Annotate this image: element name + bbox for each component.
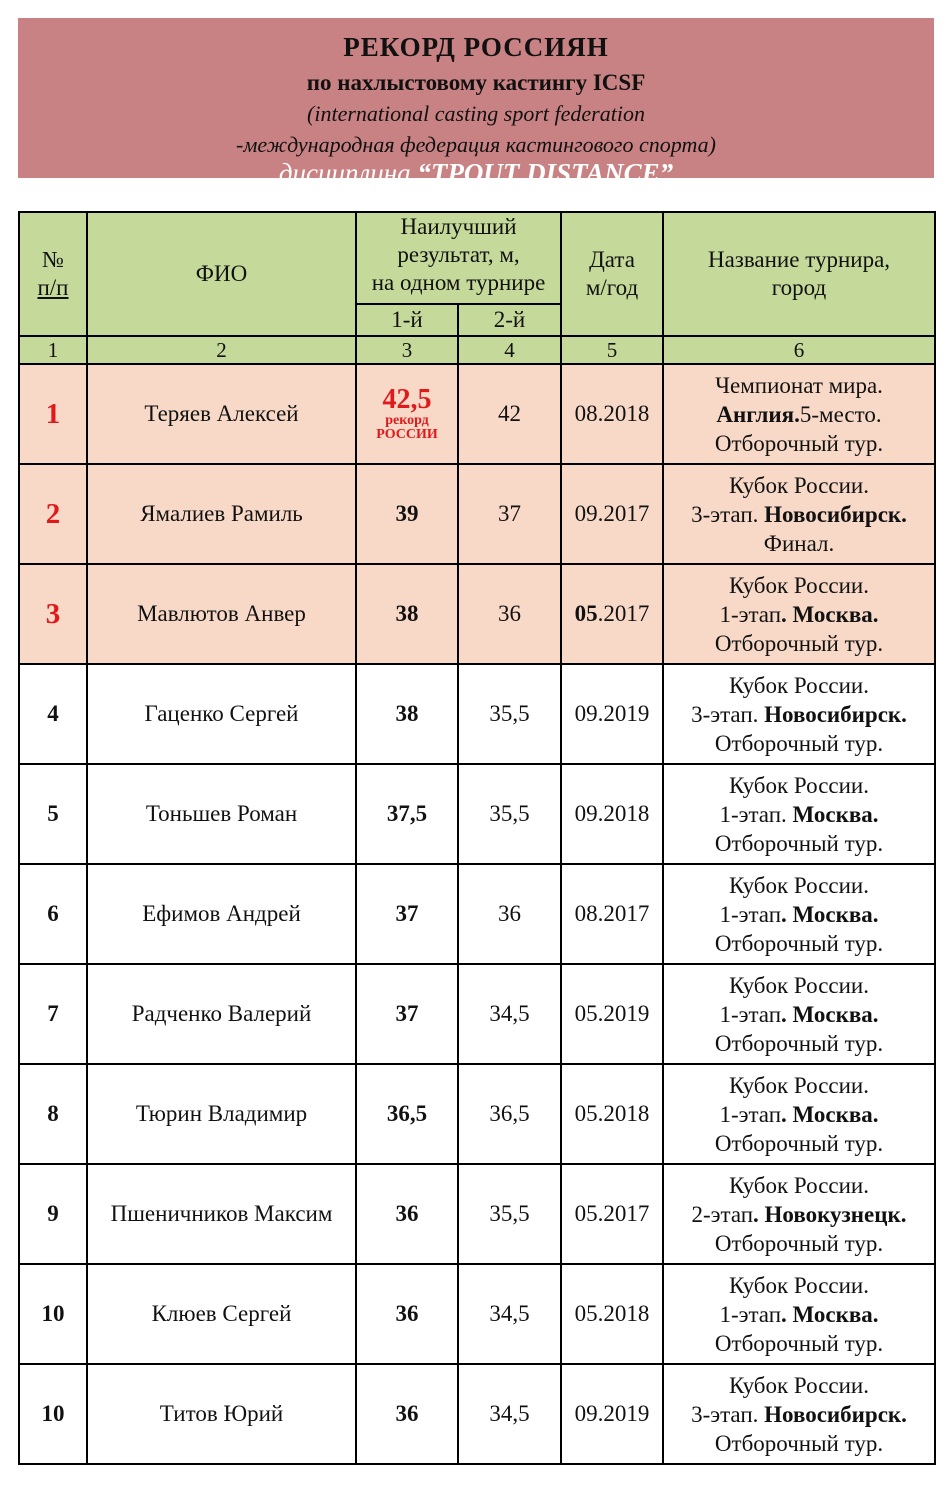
rank: 9: [19, 1164, 87, 1264]
second-result: 42: [458, 364, 561, 464]
table-row: [19, 664, 935, 764]
tournament-line1: Кубок России.: [728, 972, 869, 998]
tournament-city: Новосибирск.: [764, 1401, 907, 1427]
athlete-name: Ефимов Андрей: [87, 864, 356, 964]
second-result: 35,5: [458, 1164, 561, 1264]
tournament-city: . Москва.: [781, 1001, 879, 1027]
best-result: 36: [356, 1364, 458, 1464]
tournament-line1: Кубок России.: [728, 472, 869, 498]
table-header-row: [19, 212, 935, 304]
tournament-line3: Отборочный тур.: [714, 1030, 884, 1056]
tournament-line3: Отборочный тур.: [714, 930, 884, 956]
best-result: 39: [356, 464, 458, 564]
best-result: 36,5: [356, 1064, 458, 1164]
col-header-second: 2-й: [458, 304, 561, 336]
second-result: 34,5: [458, 1364, 561, 1464]
col-header-best-line3: на одном турнире: [371, 270, 546, 295]
tournament-line3: Отборочный тур.: [714, 730, 884, 756]
rank: 5: [19, 764, 87, 864]
athlete-name: Клюев Сергей: [87, 1264, 356, 1364]
record-note-line1: рекорд: [385, 413, 429, 428]
record-note-line2: РОССИИ: [376, 427, 438, 442]
tournament-place-rest: 5-место.: [799, 401, 882, 427]
col-number: 5: [561, 336, 663, 364]
date: 05.2018: [561, 1264, 663, 1364]
tournament-stage: 1-этап.: [719, 801, 793, 827]
date: 09.2017: [561, 464, 663, 564]
tournament-stage: 1-этап: [719, 901, 782, 927]
col-header-tournament: [663, 212, 935, 336]
rank: 10: [19, 1364, 87, 1464]
tournament-line1: Чемпионат мира.: [715, 372, 883, 398]
table-row: [19, 464, 935, 564]
date: 09.2019: [561, 1364, 663, 1464]
tournament-line2: [664, 1300, 934, 1329]
col-header-date: [561, 212, 663, 336]
col-header-tournament-line1: Название турнира,: [707, 247, 891, 272]
second-result: 36: [458, 564, 561, 664]
tournament-line1: Кубок России.: [728, 772, 869, 798]
date: [561, 564, 663, 664]
tournament-line3: Отборочный тур.: [714, 1430, 884, 1456]
date: 08.2018: [561, 364, 663, 464]
table-row: [19, 1064, 935, 1164]
date: 05.2018: [561, 1064, 663, 1164]
tournament-line3: Отборочный тур.: [714, 1230, 884, 1256]
tournament-line1: Кубок России.: [728, 1072, 869, 1098]
column-numbers-row: [19, 336, 935, 364]
best-result: 37: [356, 864, 458, 964]
table-row: [19, 864, 935, 964]
tournament-line3: Отборочный тур.: [714, 1130, 884, 1156]
page-title: РЕКОРД РОССИЯН: [343, 32, 609, 62]
tournament-place: Англия.: [716, 401, 800, 427]
col-header-num-line2: п/п: [37, 275, 69, 300]
discipline-name: “TPOUT DISTANCE”: [417, 158, 674, 188]
tournament-line1: Кубок России.: [728, 672, 869, 698]
athlete-name: Мавлютов Анвер: [87, 564, 356, 664]
best-result-value: 42,5: [382, 384, 432, 415]
rank: 7: [19, 964, 87, 1064]
date: 09.2019: [561, 664, 663, 764]
tournament-line2: [664, 1400, 934, 1429]
tournament-stage: 2-этап: [691, 1201, 754, 1227]
tournament: [663, 864, 935, 964]
athlete-name: Тюрин Владимир: [87, 1064, 356, 1164]
athlete-name: Титов Юрий: [87, 1364, 356, 1464]
second-result: 34,5: [458, 964, 561, 1064]
tournament: [663, 564, 935, 664]
best-result: 38: [356, 564, 458, 664]
tournament: [663, 1364, 935, 1464]
rank: 1: [19, 364, 87, 464]
tournament: [663, 364, 935, 464]
athlete-name: Пшеничников Максим: [87, 1164, 356, 1264]
tournament-stage: 1-этап: [719, 601, 782, 627]
org-name-en: (international casting sport federation: [307, 101, 645, 126]
col-header-first: 1-й: [356, 304, 458, 336]
athlete-name: Ямалиев Рамиль: [87, 464, 356, 564]
title-banner: [18, 18, 934, 188]
second-result: 35,5: [458, 664, 561, 764]
date: 09.2018: [561, 764, 663, 864]
tournament-city: Новосибирск.: [764, 701, 907, 727]
best-result: 37,5: [356, 764, 458, 864]
table-row: [19, 1164, 935, 1264]
athlete-name: Теряев Алексей: [87, 364, 356, 464]
page-subtitle: по нахлыстовому кастингу ICSF: [306, 70, 646, 95]
discipline: [18, 158, 934, 188]
tournament-line3: Отборочный тур.: [714, 430, 884, 456]
date-month: 05: [574, 601, 598, 626]
rank: 2: [19, 464, 87, 564]
rank: 3: [19, 564, 87, 664]
tournament: [663, 464, 935, 564]
tournament: [663, 964, 935, 1064]
tournament-city: . Москва.: [781, 601, 879, 627]
tournament-stage: 1-этап: [719, 1301, 782, 1327]
col-header-best: [356, 212, 561, 304]
tournament-line2: [664, 1000, 934, 1029]
col-header-tournament-line2: город: [771, 275, 827, 300]
best-result: 36: [356, 1164, 458, 1264]
second-result: 37: [458, 464, 561, 564]
tournament-line2: [664, 500, 934, 529]
tournament-line1: Кубок России.: [728, 1272, 869, 1298]
tournament: [663, 664, 935, 764]
org-name-ru: -международная федерация кастингового спорта): [236, 132, 716, 157]
tournament-line2: [664, 800, 934, 829]
date: 05.2017: [561, 1164, 663, 1264]
second-result: 36,5: [458, 1064, 561, 1164]
date-year: .2017: [597, 601, 650, 626]
col-number: 4: [458, 336, 561, 364]
table-row: [19, 964, 935, 1064]
tournament-stage: 1-этап: [719, 1101, 782, 1127]
tournament-line1: Кубок России.: [728, 1372, 869, 1398]
tournament-line1: Кубок России.: [728, 1172, 869, 1198]
tournament-stage: 3-этап.: [691, 701, 765, 727]
second-result: 34,5: [458, 1264, 561, 1364]
tournament-line3: Отборочный тур.: [714, 1330, 884, 1356]
tournament-city: Новосибирск.: [764, 501, 907, 527]
col-number: 2: [87, 336, 356, 364]
col-header-num: [19, 212, 87, 336]
col-header-best-line1: Наилучший: [400, 214, 517, 239]
tournament: [663, 764, 935, 864]
athlete-name: Тоньшев Роман: [87, 764, 356, 864]
tournament-line3: Финал.: [763, 530, 835, 556]
best-result: 36: [356, 1264, 458, 1364]
col-number: 3: [356, 336, 458, 364]
second-result: 35,5: [458, 764, 561, 864]
table-row: [19, 1364, 935, 1464]
best-result: 37: [356, 964, 458, 1064]
tournament-stage: 3-этап.: [691, 501, 765, 527]
athlete-name: Радченко Валерий: [87, 964, 356, 1064]
tournament-city: . Новокузнецк.: [753, 1201, 907, 1227]
col-header-date-line2: м/год: [585, 275, 639, 300]
tournament: [663, 1064, 935, 1164]
second-result: 36: [458, 864, 561, 964]
best-result: 38: [356, 664, 458, 764]
tournament-line2: [664, 900, 934, 929]
tournament-line3: Отборочный тур.: [714, 630, 884, 656]
table-row: [19, 764, 935, 864]
tournament-city: . Москва.: [781, 1301, 879, 1327]
rank: 10: [19, 1264, 87, 1364]
tournament-city: . Москва.: [781, 901, 879, 927]
col-number: 1: [19, 336, 87, 364]
tournament-line3: Отборочный тур.: [714, 830, 884, 856]
date: 08.2017: [561, 864, 663, 964]
tournament-line1: Кубок России.: [728, 872, 869, 898]
tournament-line1: Кубок России.: [728, 572, 869, 598]
tournament-line2: [664, 1200, 934, 1229]
col-number: 6: [663, 336, 935, 364]
table-row: [19, 564, 935, 664]
best-result: [356, 364, 458, 464]
col-header-num-line1: №: [42, 247, 64, 272]
tournament: [663, 1164, 935, 1264]
rank: 6: [19, 864, 87, 964]
col-header-best-line2: результат, м,: [397, 242, 520, 267]
discipline-label: дисциплина: [278, 158, 411, 188]
table-row: [19, 364, 935, 464]
tournament-line2: [664, 400, 934, 429]
tournament-city: . Москва.: [781, 1101, 879, 1127]
col-header-date-line1: Дата: [589, 247, 635, 272]
athlete-name: Гаценко Сергей: [87, 664, 356, 764]
records-table: [18, 211, 936, 1465]
date: 05.2019: [561, 964, 663, 1064]
col-header-fio: [87, 212, 356, 336]
tournament-line2: [664, 1100, 934, 1129]
rank: 8: [19, 1064, 87, 1164]
tournament: [663, 1264, 935, 1364]
tournament-stage: 1-этап: [719, 1001, 782, 1027]
tournament-stage: 3-этап.: [691, 1401, 765, 1427]
tournament-line2: [664, 600, 934, 629]
tournament-city: Москва.: [792, 801, 879, 827]
col-header-fio-label: ФИО: [195, 261, 248, 286]
tournament-line2: [664, 700, 934, 729]
rank: 4: [19, 664, 87, 764]
table-row: [19, 1264, 935, 1364]
